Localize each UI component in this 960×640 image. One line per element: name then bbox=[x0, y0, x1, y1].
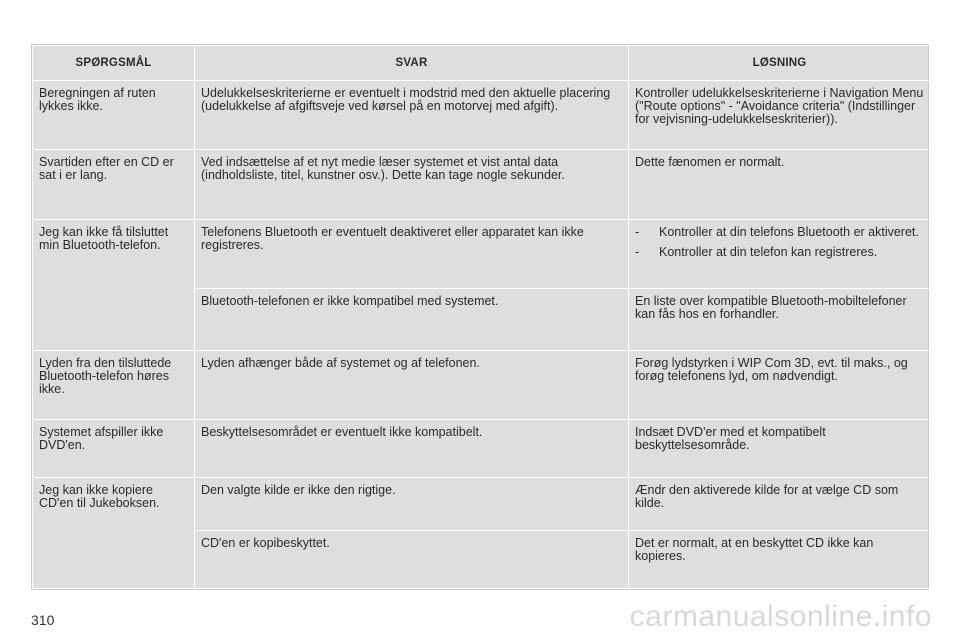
list-item: - Kontroller at din telefons Bluetooth er aktiveret. bbox=[635, 226, 924, 239]
answer-cell: Udelukkelseskriterierne er eventuelt i modstrid med den aktuelle placering (udelukkelse af afgiftsveje ved kørsel på en motorvej med afgift). bbox=[195, 81, 629, 150]
solution-cell: Forøg lydstyrken i WIP Com 3D, evt. til maks., og forøg telefonens lyd, om nødvendigt. bbox=[629, 350, 931, 420]
list-item: - Kontroller at din telefon kan registreres. bbox=[635, 246, 924, 259]
answer-cell: Lyden afhænger både af systemet og af telefonen. bbox=[195, 350, 629, 420]
solution-list bbox=[635, 226, 924, 259]
table-row bbox=[33, 477, 931, 530]
answer-cell: Ved indsættelse af et nyt medie læser systemet et vist antal data (indholdsliste, titel, kunstner osv.). Dette kan tage nogle sekunder. bbox=[195, 149, 629, 220]
question-cell: Beregningen af ruten lykkes ikke. bbox=[33, 81, 195, 150]
header-question: SPØRGSMÅL bbox=[33, 46, 195, 81]
answer-cell: Den valgte kilde er ikke den rigtige. bbox=[195, 477, 629, 530]
question-cell: Systemet afspiller ikke DVD'en. bbox=[33, 420, 195, 478]
answer-cell: Telefonens Bluetooth er eventuelt deaktiveret eller apparatet kan ikke registreres. bbox=[195, 220, 629, 289]
answer-cell: Beskyttelsesområdet er eventuelt ikke kompatibelt. bbox=[195, 420, 629, 478]
question-cell: Jeg kan ikke kopiere CD'en til Jukeboksen. bbox=[33, 477, 195, 588]
table-row bbox=[33, 81, 931, 150]
faq-table-container bbox=[31, 44, 929, 590]
solution-cell: Indsæt DVD'er med et kompatibelt beskyttelsesområde. bbox=[629, 420, 931, 478]
page-number: 310 bbox=[31, 612, 55, 628]
troubleshooting-table bbox=[32, 45, 931, 589]
answer-cell: CD'en er kopibeskyttet. bbox=[195, 531, 629, 589]
table-row bbox=[33, 220, 931, 289]
table-row bbox=[33, 149, 931, 220]
header-solution: LØSNING bbox=[629, 46, 931, 81]
watermark: carmanualsonline.info bbox=[629, 600, 932, 633]
question-cell: Svartiden efter en CD er sat i er lang. bbox=[33, 149, 195, 220]
solution-cell: Ændr den aktiverede kilde for at vælge CD som kilde. bbox=[629, 477, 931, 530]
header-answer: SVAR bbox=[195, 46, 629, 81]
question-cell: Jeg kan ikke få tilsluttet min Bluetooth-telefon. bbox=[33, 220, 195, 351]
answer-cell: Bluetooth-telefonen er ikke kompatibel med systemet. bbox=[195, 288, 629, 350]
solution-cell: Det er normalt, at en beskyttet CD ikke kan kopieres. bbox=[629, 531, 931, 589]
table-row bbox=[33, 420, 931, 478]
solution-cell: En liste over kompatible Bluetooth-mobiltelefoner kan fås hos en forhandler. bbox=[629, 288, 931, 350]
header-row bbox=[33, 46, 931, 81]
solution-cell: Dette fænomen er normalt. bbox=[629, 149, 931, 220]
question-cell: Lyden fra den tilsluttede Bluetooth-telefon høres ikke. bbox=[33, 350, 195, 420]
table-row bbox=[33, 350, 931, 420]
solution-cell bbox=[629, 220, 931, 289]
solution-cell: Kontroller udelukkelseskriterierne i Navigation Menu ("Route options" - "Avoidance criteria" (Indstillinger for vejvisning-udelukkelseskriterier)). bbox=[629, 81, 931, 150]
